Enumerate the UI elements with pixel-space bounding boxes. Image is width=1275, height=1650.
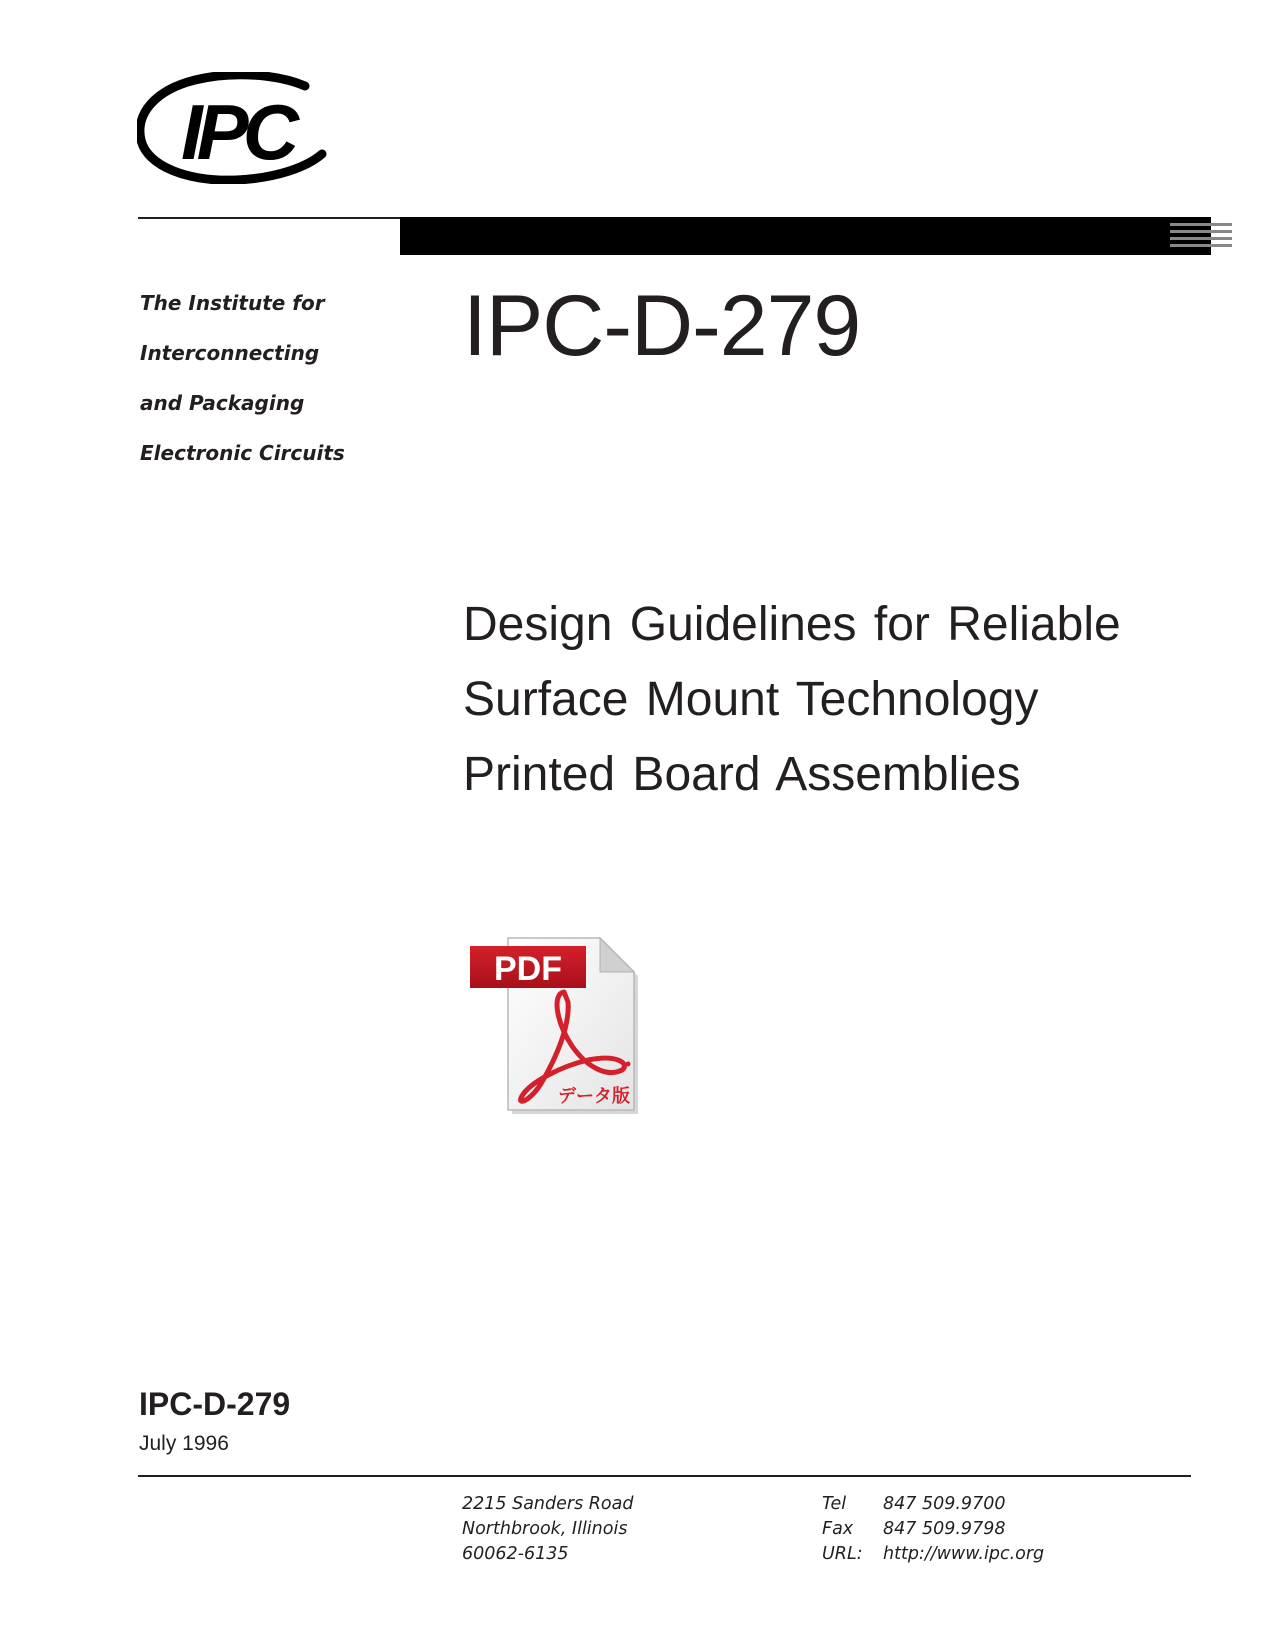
contact-label: Tel <box>822 1494 847 1514</box>
header-bar-lines <box>1170 223 1232 249</box>
institute-line: Interconnecting <box>140 341 320 365</box>
pdf-label: PDF <box>494 950 562 988</box>
fax-number: 847 509.9798 <box>883 1519 1006 1539</box>
title-line: Printed Board Assemblies <box>463 748 1021 801</box>
institute-line: Electronic Circuits <box>140 441 345 465</box>
title-line: Surface Mount Technology <box>463 673 1039 726</box>
footer-document-id: IPC-D-279 <box>139 1386 291 1422</box>
logo-text: IPC <box>181 88 294 176</box>
institute-line: and Packaging <box>140 391 305 415</box>
address-line: 60062-6135 <box>462 1544 569 1564</box>
footer-date: July 1996 <box>139 1432 229 1455</box>
address-line: Northbrook, Illinois <box>462 1519 628 1539</box>
document-title <box>463 587 1223 812</box>
header-rule <box>138 217 400 219</box>
pdf-file-icon <box>470 936 638 1114</box>
institute-name <box>140 278 380 478</box>
ipc-logo <box>137 72 337 184</box>
header-bar <box>400 217 1211 255</box>
institute-line: The Institute for <box>140 291 325 315</box>
footer-rule <box>138 1475 1191 1477</box>
mailing-address <box>462 1492 633 1567</box>
title-line: Design Guidelines for Reliable <box>463 598 1121 651</box>
contact-label: URL: <box>822 1544 863 1564</box>
document-number: IPC-D-279 <box>463 278 861 374</box>
pdf-caption: データ版 <box>558 1086 630 1107</box>
contact-label: Fax <box>822 1519 854 1539</box>
phone-number: 847 509.9700 <box>883 1494 1006 1514</box>
website-link[interactable]: http://www.ipc.org <box>883 1544 1045 1564</box>
address-line: 2215 Sanders Road <box>462 1494 634 1514</box>
